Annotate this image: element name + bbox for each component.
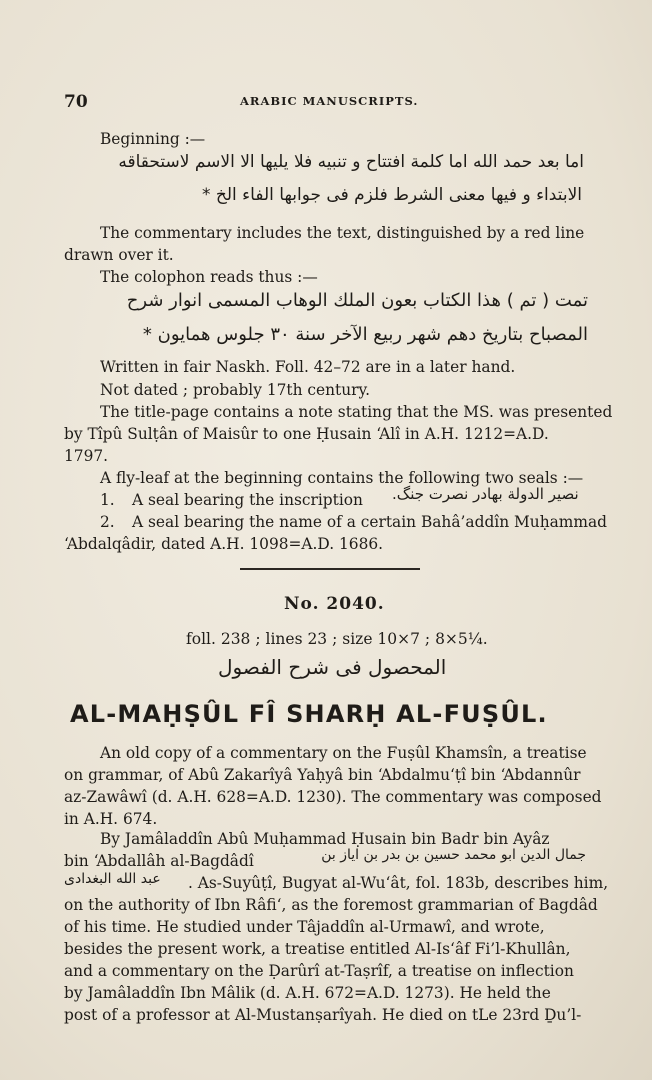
seal-2-continuation: ‘Abdalqâdir, dated A.H. 1098=A.D. 1686. (64, 535, 384, 553)
seal-2-text: A seal bearing the name of a certain Bahâ’addîn Muḥammad (132, 513, 607, 531)
paragraph-2-line-3: . As-Suyûṭî, Bugyat al-Wu‘ât, fol. 183b, describes him, (188, 874, 609, 892)
seal-1-number: 1. (100, 491, 115, 509)
paragraph-2-line-4: on the authority of Ibn Râfi‘, as the foremost grammarian of Bagdâd (64, 896, 598, 914)
paragraph-1-line-1: An old copy of a commentary on the Fuṣûl Khamsîn, a treatise (100, 744, 587, 762)
beginning-label: Beginning :— (100, 130, 206, 148)
paragraph-1-line-4: in A.H. 674. (64, 810, 158, 828)
paragraph-2-line-5: of his time. He studied under Tâjaddîn al-Urmawî, and wrote, (64, 918, 545, 936)
paragraph-2-arabic-2: عبد الله البغدادى (64, 871, 161, 887)
seal-1-arabic: نصير الدولة بهادر نصرت جنگ. (392, 485, 579, 503)
commentary-line-1: The commentary includes the text, distinguished by a red line (100, 224, 585, 242)
paragraph-2-line-6: besides the present work, a treatise entitled Al-Is‘âf Fi’l-Khullân, (64, 940, 571, 958)
written-line: Written in fair Naskh. Foll. 42–72 are in a later hand. (100, 358, 516, 376)
running-title: ARABIC MANUSCRIPTS. (240, 94, 419, 108)
paragraph-2-line-1: By Jamâladdîn Abû Muḥammad Ḥusain bin Badr bin Ayâz (100, 830, 550, 848)
colophon-arabic-line-2: المصباح بتاريخ دهم شهر ربيع الآخر سنة ٣٠ جلوس همايون * (142, 324, 588, 345)
paragraph-2-line-2: bin ‘Abdallâh al-Bagdâdî (64, 852, 254, 870)
title-page-line-1: The title-page contains a note stating that the MS. was presented (100, 403, 613, 421)
entry-arabic-title: المحصول فى شرح الفصول (218, 655, 447, 679)
not-dated-line: Not dated ; probably 17th century. (100, 381, 371, 399)
entry-folio-details: foll. 238 ; lines 23 ; size 10×7 ; 8×5¼. (186, 630, 488, 648)
flyleaf-line: A fly-leaf at the beginning contains the following two seals :— (100, 469, 584, 487)
entry-title: AL-MAḤṢÛL FÎ SHARḤ AL-FUṢÛL. (70, 700, 548, 728)
title-page-line-3: 1797. (64, 447, 109, 465)
paragraph-1-line-3: az-Zawâwî (d. A.H. 628=A.D. 1230). The commentary was composed (64, 788, 602, 806)
title-page-line-2: by Tîpû Sulṭân of Maisûr to one Ḥusain ‘Alî in A.H. 1212=A.D. (64, 425, 549, 443)
paragraph-2-arabic-1: جمال الدين ابو محمد حسين بن بدر بن اياز بن (321, 847, 586, 863)
section-divider (240, 568, 420, 570)
seal-2-number: 2. (100, 513, 115, 531)
commentary-line-2: drawn over it. (64, 246, 174, 264)
colophon-arabic-line-1: تمت ( تم ) هذا الكتاب بعون الملك الوهاب المسمى انوار شرح (126, 290, 588, 311)
paragraph-1-line-2: on grammar, of Abû Zakarîyâ Yaḥyâ bin ‘Abdalmu‘ṭî bin ‘Abdannûr (64, 766, 581, 784)
entry-number: No. 2040. (284, 594, 385, 614)
paragraph-2-line-9: post of a professor at Al-Mustanṣarîyah. He died on tLe 23rd Ḏu’l- (64, 1006, 582, 1024)
colophon-label: The colophon reads thus :— (100, 268, 318, 286)
beginning-arabic-line-1: اما بعد حمد الله اما كلمة افتتاح و تنبيه فلا يليها الا الاسم لاستحقاقه (118, 152, 584, 172)
paragraph-2-line-7: and a commentary on the Ḍarûrî at-Taṣrîf, a treatise on inflection (64, 962, 574, 980)
beginning-arabic-line-2: الابتداء و فيها معنى الشرط فلزم فى جوابها الفاء الخ * (202, 185, 582, 205)
seal-1-text: A seal bearing the inscription (132, 491, 363, 509)
page-number: 70 (64, 92, 88, 112)
paragraph-2-line-8: by Jamâladdîn Ibn Mâlik (d. A.H. 672=A.D. 1273). He held the (64, 984, 551, 1002)
